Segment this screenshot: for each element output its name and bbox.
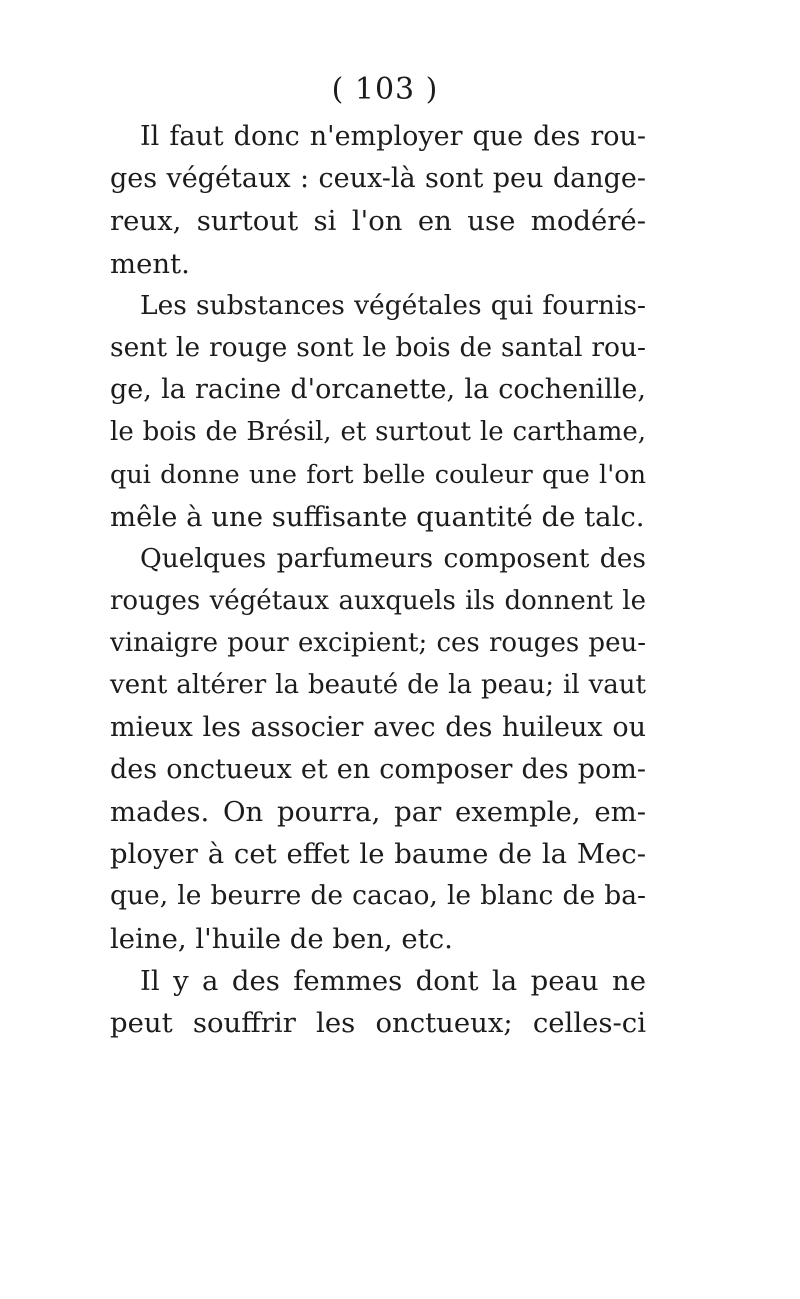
text-line: Les substances végétales qui fournis- <box>140 289 646 321</box>
text-line: ployer à cet effet le baume de la Mec- <box>110 838 646 871</box>
text-line: leine, l'huile de ben, etc. <box>110 922 453 955</box>
text-line: que, le beurre de cacao, le blanc de ba- <box>110 880 646 912</box>
text-line: ment. <box>110 247 190 280</box>
text-line: ges végétaux : ceux-là sont peu dange- <box>110 163 646 195</box>
text-line: reux, surtout si l'on en use modéré- <box>110 205 646 238</box>
text-line: sent le rouge sont le bois de santal rou- <box>110 331 646 363</box>
text-line: vinaigre pour excipient; ces rouges peu- <box>110 628 646 659</box>
text-line: Il y a des femmes dont la peau ne <box>140 964 646 997</box>
text-line: Il faut donc n'employer que des rou- <box>140 121 646 152</box>
text-line: mieux les associer avec des huileux ou <box>110 711 646 743</box>
text-line: mades. On pourra, par exemple, em- <box>110 796 646 828</box>
page-number: ( 103 ) <box>331 72 439 107</box>
text-line: ge, la racine d'orcanette, la cochenille, <box>110 374 646 406</box>
text-line: qui donne une fort belle couleur que l'on <box>110 459 646 490</box>
text-line: peut souffrir les onctueux; celles-ci <box>110 1006 646 1039</box>
text-line: Quelques parfumeurs composent des <box>140 542 646 574</box>
text-line: vent altérer la beauté de la peau; il vaut <box>110 670 646 701</box>
body-text <box>110 116 646 1044</box>
text-line: le bois de Brésil, et surtout le carthame, <box>110 417 646 448</box>
text-line: rouges végétaux auxquels ils donnent le <box>110 586 646 617</box>
text-line: des onctueux et en composer des pom- <box>110 753 646 785</box>
text-line: mêle à une suffisante quantité de talc. <box>110 500 645 533</box>
